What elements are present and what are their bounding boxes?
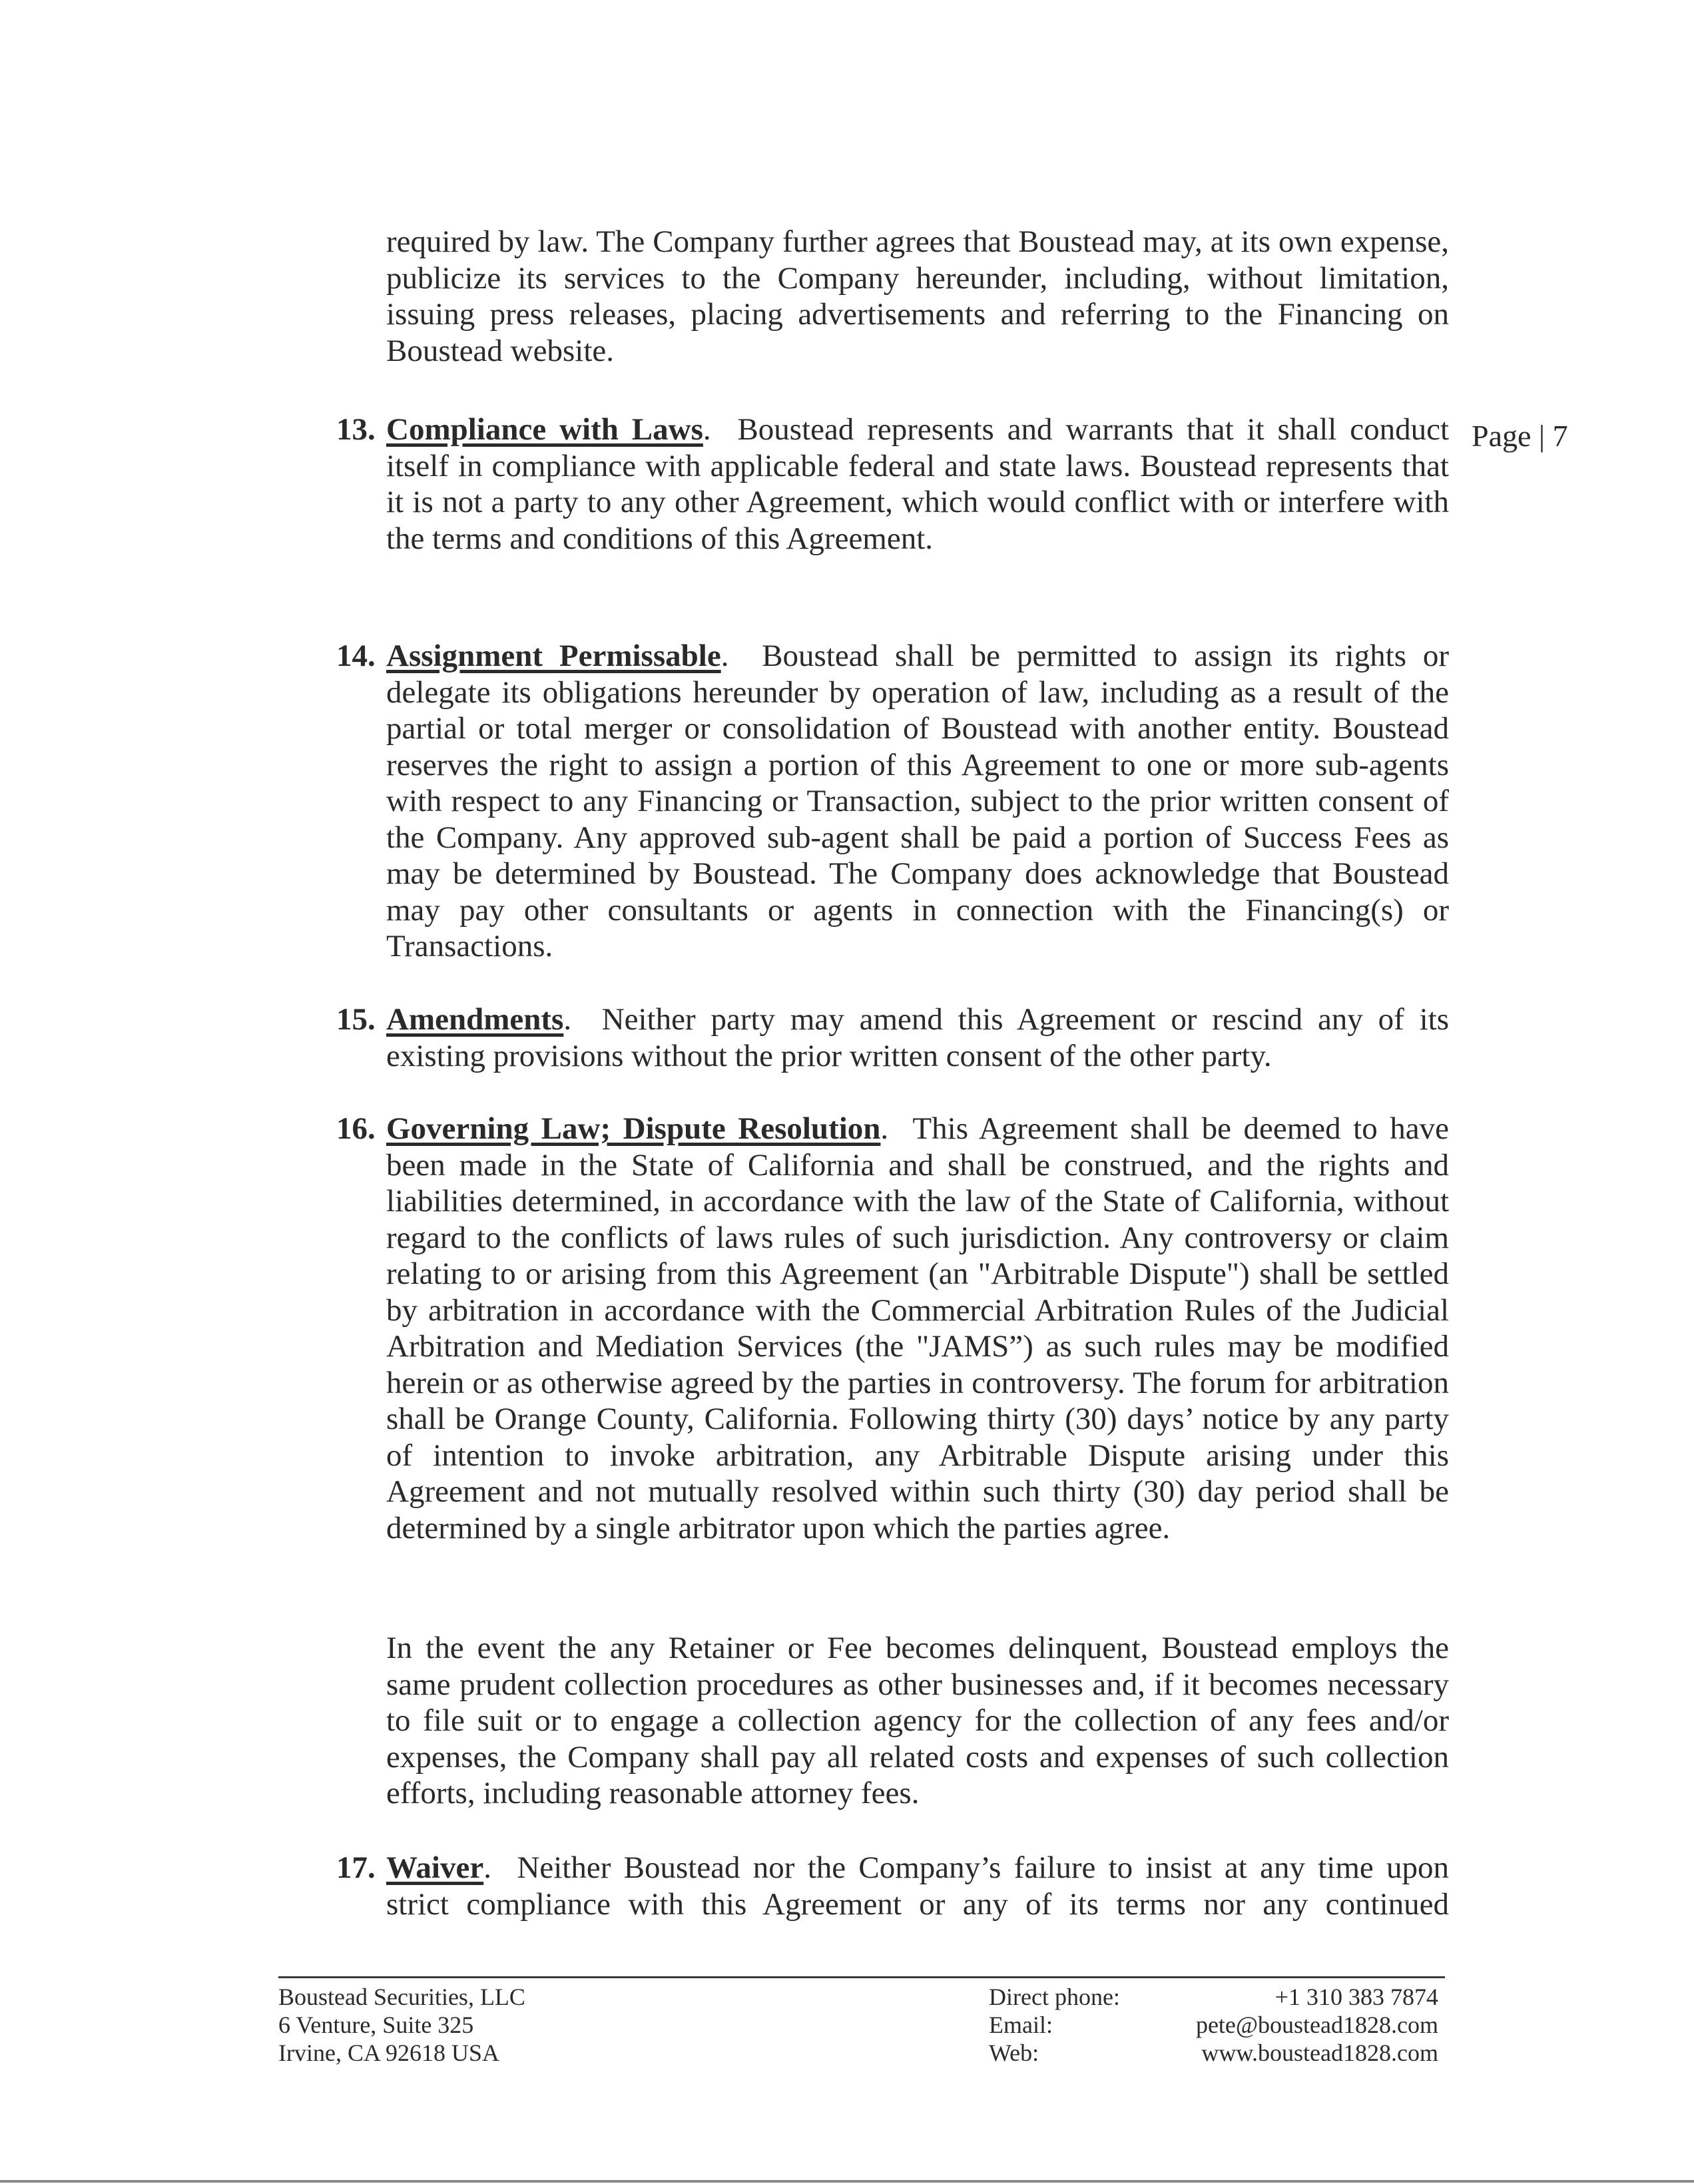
continuation-text: required by law. The Company further agrees that Boustead may, at its own expense, publicize its services to the Company hereunder, including, without limitation, issuing press releases, placing advertisements and referring to the Financing on Boustead website. [386, 224, 1449, 368]
section-number: 17. [336, 1850, 376, 1885]
section-text: Neither party may amend this Agreement or rescind any of its existing provisions without the prior written consent of the other party. [386, 1002, 1449, 1073]
section-text: Boustead represents and warrants that it shall conduct itself in compliance with applicable federal and state laws. Boustead represents that it is not a party to any other Agreement, which would conflict with or interfere with the terms and conditions of this Agreement. [386, 412, 1450, 556]
footer-address [278, 1983, 525, 2067]
address-line-2: Irvine, CA 92618 USA [278, 2040, 499, 2066]
section-text: In the event the any Retainer or Fee becomes delinquent, Boustead employs the same prudent collection procedures as other businesses and, if it becomes necessary to file suit or to engage a collection agency for the collection of any fees and/or expenses, the Company shall pay all related costs and expenses of such collection efforts, including reasonable attorney fees. [386, 1631, 1449, 1810]
phone-value: +1 310 383 7874 [1274, 1984, 1438, 2010]
company-name: Boustead Securities, LLC [278, 1984, 525, 2010]
section-number: 16. [336, 1111, 376, 1146]
section-16-paragraph-2 [386, 1630, 1449, 1812]
section-number: 15. [336, 1002, 376, 1037]
section-heading: Waiver [386, 1850, 484, 1885]
section-heading: Governing Law; Dispute Resolution [386, 1111, 881, 1146]
footer-contact [989, 1983, 1438, 2067]
page-number-label: Page | 7 [1472, 419, 1568, 453]
section-text: This Agreement shall be deemed to have been made in the State of California and shall be construed, and the rights and liabilities determined, in accordance with the law of the State of California, without regard to the conflicts of laws rules of such jurisdiction. Any controversy or claim relating to or arising from this Agreement (an "Arbitrable Dispute") shall be settled by arbitration in accordance with the Commercial Arbitration Rules of the Judicial Arbitration and Mediation Services (the "JAMS”) as such rules may be modified herein or as otherwise agreed by the parties in controversy. The forum for arbitration shall be Orange County, California. Following thirty (30) days’ notice by any party of intention to invoke arbitration, any Arbitrable Dispute arising under this Agreement and not mutually resolved within such thirty (30) day period shall be determined by a single arbitrator upon which the parties agree. [386, 1111, 1450, 1545]
section-heading: Amendments [386, 1002, 564, 1037]
section-16 [336, 1111, 1449, 1546]
email-row [989, 2011, 1438, 2039]
section-15 [336, 1001, 1449, 1074]
section-17 [336, 1850, 1449, 1922]
section-number: 13. [336, 412, 376, 447]
heading-period: . [563, 1002, 572, 1037]
section-13 [336, 411, 1449, 557]
address-line-1: 6 Venture, Suite 325 [278, 2012, 474, 2038]
section-text: Neither Boustead nor the Company’s failure to insist at any time upon strict compliance with this Agreement or any of its terms nor any continued [386, 1850, 1449, 1922]
heading-period: . [703, 412, 711, 447]
email-label: Email: [989, 2012, 1053, 2038]
phone-row [989, 1983, 1438, 2011]
section-heading: Assignment Permissable [386, 639, 721, 673]
scan-bottom-edge [0, 2180, 1694, 2183]
section-14 [336, 638, 1449, 965]
heading-period: . [483, 1850, 491, 1885]
web-value: www.boustead1828.com [1201, 2040, 1438, 2066]
footer-divider [278, 1976, 1445, 1978]
section-text: Boustead shall be permitted to assign its rights or delegate its obligations hereunder by operation of law, including as a result of the partial or total merger or consolidation of Boustead with another entity. Boustead reserves the right to assign a portion of this Agreement to one or more sub-agents with respect to any Financing or Transaction, subject to the prior written consent of the Company. Any approved sub-agent shall be paid a portion of Success Fees as may be determined by Boustead. The Company does acknowledge that Boustead may pay other consultants or agents in connection with the Financing(s) or Transactions. [386, 639, 1450, 963]
heading-period: . [880, 1111, 889, 1146]
continuation-paragraph [386, 224, 1449, 369]
phone-label: Direct phone: [989, 1984, 1120, 2010]
section-heading: Compliance with Laws [386, 412, 703, 447]
section-number: 14. [336, 639, 376, 673]
email-value: pete@boustead1828.com [1195, 2012, 1438, 2038]
heading-period: . [720, 639, 729, 673]
web-label: Web: [989, 2040, 1039, 2066]
web-row [989, 2039, 1438, 2067]
